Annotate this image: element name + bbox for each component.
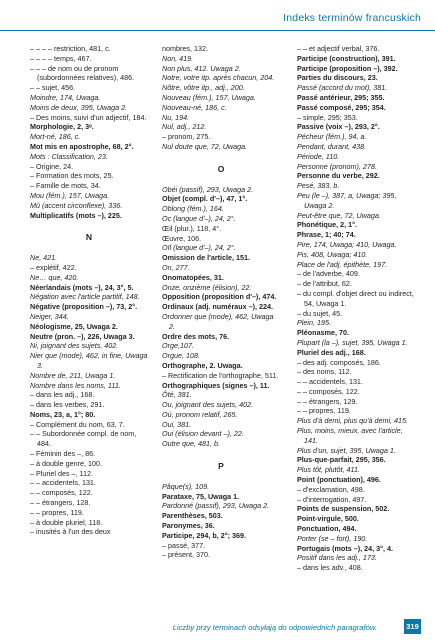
index-entry: Nouveau (fém.), 157, Uwaga. <box>162 92 256 102</box>
index-entry: Noms, 23, a, 1°; 80. <box>30 409 96 419</box>
index-entry: – présent, 370. <box>162 550 210 560</box>
index-entry: Neutre (pron. –), 226, Uwaga 3. <box>30 331 135 341</box>
index-entry: Non plus, 412. Uwaga 2. <box>162 63 241 73</box>
page-number: 319 <box>404 619 421 634</box>
index-entry: Pis, 408, Uwaga; 410. <box>297 249 368 259</box>
letter-heading-p: P <box>218 461 224 472</box>
index-entry: Ordre des mots, 76. <box>162 331 230 341</box>
index-entry: Onze, onzième (élision), 22. <box>162 282 252 292</box>
index-entry: – – – de nom ou de pronom (subordonnées relatives), 486. <box>30 63 135 83</box>
index-entry: – dans les adv., 408. <box>297 563 363 573</box>
index-entry: – dans les verbes, 291. <box>30 400 105 410</box>
index-entry: Personne (pronom), 278. <box>297 161 377 171</box>
index-entry: Négative (proposition –), 73, 2°. <box>30 302 138 312</box>
index-entry: Ne, 421. <box>30 253 58 263</box>
page-header <box>0 0 435 34</box>
index-entry: Notre, votre itp. après chacun, 204. <box>162 73 275 83</box>
index-entry: – Des moins, suivi d'un adjectif, 184. <box>30 112 147 122</box>
index-entry: Point-virgule, 500. <box>297 514 359 524</box>
index-entry: Passé (accord du mot), 381. <box>297 83 388 93</box>
index-entry: Mou (fém.), 157, Uwaga. <box>30 190 110 200</box>
index-entry: Néologisme, 25, Uwaga 2. <box>30 321 118 331</box>
index-entry: – simple, 295; 353. <box>297 112 358 122</box>
index-entry: – – accidentels, 131. <box>30 478 96 488</box>
index-entry: Paronymes, 36. <box>162 521 215 531</box>
index-entry: Outre que, 481, b. <box>162 439 220 449</box>
index-entry: Pardonné (passif), 293, Uwaga 2. <box>162 501 270 511</box>
index-entry: Morphologie, 2, 3ᵉ. <box>30 122 94 132</box>
index-column-2 <box>162 44 280 560</box>
letter-heading-o: O <box>217 163 225 174</box>
header-rule <box>0 30 435 31</box>
index-entry: – pronom, 275. <box>162 132 211 142</box>
index-entry: Obéi (passif), 293, Uwaga 2. <box>162 184 254 194</box>
index-entry: Multiplicatifs (mots –), 225. <box>30 210 122 220</box>
index-column-1 <box>30 44 148 537</box>
index-entry: Pluriel des adj., 168. <box>297 347 366 357</box>
index-entry: – Origine, 24. <box>30 161 74 171</box>
index-entry: Plupart (la –), sujet, 395, Uwaga 1. <box>297 337 408 347</box>
index-entry: – du sujet, 45. <box>297 308 343 318</box>
index-entry: Orthographiques (signes –), 11. <box>162 380 270 390</box>
index-entry: – Complément du nom, 63, 7. <box>30 419 125 429</box>
index-entry: – passé, 377. <box>162 540 206 550</box>
index-entry: Oc (langue d'–), 24, 2°. <box>162 213 236 223</box>
index-entry: Plus d'un, sujet, 395, Uwaga 1. <box>297 445 396 455</box>
letter-heading-n: N <box>85 232 93 243</box>
index-entry: Positif dans les adj., 173. <box>297 553 377 563</box>
index-column-3 <box>297 44 417 573</box>
index-entry: – de l'adverbe, 409. <box>297 269 360 279</box>
index-entry: Porter (se – fort), 190. <box>297 533 368 543</box>
index-entry: Personne du verbe, 292. <box>297 171 380 181</box>
index-entry: Participe, 294, b, 2°; 369. <box>162 530 246 540</box>
index-entry: Objet (compl. d'–), 47, 1°. <box>162 194 248 204</box>
index-entry: Non, 419. <box>162 53 194 63</box>
index-entry: Néerlandais (mots –), 24, 3°, 5. <box>30 282 134 292</box>
index-entry: – – – – restriction, 481, c. <box>30 44 111 53</box>
index-entry: Mots : Classification, 23. <box>30 151 108 161</box>
index-entry: Point (ponctuation), 496. <box>297 475 381 485</box>
index-entry: Ordonner que (mode), 462, Uwaga 2. <box>162 311 274 331</box>
index-entry: – dans les adj., 168. <box>30 390 95 400</box>
index-entry: Plus-que-parfait, 295, 356. <box>297 455 386 465</box>
index-entry: – – propres, 119. <box>297 406 351 416</box>
index-entry: – de l'attribut, 62. <box>297 279 352 289</box>
index-entry: – à double genre, 100. <box>30 458 102 468</box>
index-entry: Participe (construction), 391. <box>297 53 396 63</box>
index-entry: – – étrangers, 128. <box>30 498 91 508</box>
index-entry: Opposition (proposition d'–), 474. <box>162 292 277 302</box>
index-entry: Phonétique, 2, 1°. <box>297 220 357 230</box>
index-entry: Nul, adj., 212. <box>162 122 207 132</box>
index-entry: Parenthèses, 503. <box>162 511 223 521</box>
index-entry: Peu (le –), 387, a, Uwaga; 395, Uwaga 2. <box>297 190 397 210</box>
index-entry: Phrase, 1; 40; 74. <box>297 230 356 240</box>
index-entry: Orthographe, 2. Uwaga. <box>162 360 243 370</box>
index-entry: – – étrangers, 129. <box>297 396 358 406</box>
index-entry: – explétif, 422. <box>30 262 77 272</box>
index-entry: Ne… que, 420. <box>30 272 79 282</box>
index-entry: Nouveau-né, 186, c. <box>162 102 227 112</box>
index-entry: – du compl. d'objet direct ou indirect, 54, Uwaga 1. <box>297 288 414 308</box>
index-entry: Ponctuation, 494. <box>297 524 357 534</box>
index-entry: Période, 110. <box>297 151 340 161</box>
index-entry: Plein, 195. <box>297 318 331 328</box>
index-entry: Orgue, 108. <box>162 351 200 361</box>
index-entry: Orge,107. <box>162 341 194 351</box>
index-entry: – Formation des mots, 25. <box>30 171 114 181</box>
index-entry: Nul doute que, 72, Uwaga. <box>162 141 248 151</box>
index-entry: Pléonasme, 70. <box>297 328 349 338</box>
index-entry: Pire, 174, Uwaga; 410, Uwaga. <box>297 239 397 249</box>
index-entry: Neiger, 344. <box>30 311 69 321</box>
index-entry: Pesé, 383, b. <box>297 181 340 191</box>
index-entry: Place de l'adj. épithète, 197. <box>297 259 388 269</box>
index-entry: Parataxe, 75, Uwaga 1. <box>162 491 240 501</box>
index-entry: Mot mis en apostrophe, 68, 2°. <box>30 141 134 151</box>
index-entry: Points de suspension, 502. <box>297 504 390 514</box>
index-entry: – – accidentels, 131. <box>297 377 363 387</box>
index-entry: Nu, 194. <box>162 112 190 122</box>
index-entry: – des adj. composés, 186. <box>297 357 381 367</box>
index-entry: Onomatopées, 31. <box>162 272 224 282</box>
index-entry: – – composés, 122. <box>297 386 360 396</box>
index-entry: Moins de deux, 395, Uwaga 2. <box>30 102 128 112</box>
index-entry: Mort-né, 186, c. <box>30 132 81 142</box>
index-entry: – à double pluriel, 118. <box>30 517 103 527</box>
index-entry: Mû (accent circonflexe), 336. <box>30 200 123 210</box>
index-entry: Passive (voix –), 293, 2°. <box>297 122 380 132</box>
index-entry: Où, pronom relatif, 265. <box>162 409 238 419</box>
index-entry: Ou, joignant des sujets, 402. <box>162 400 254 410</box>
index-entry: – des noms, 112. <box>297 367 352 377</box>
index-entry: Pécheur (fém.), 94, a. <box>297 132 367 142</box>
index-entry: – Rectification de l'orthographe, 511. <box>162 370 279 380</box>
index-entry: – – Subordonnée compl. de nom, 484. <box>30 429 137 449</box>
index-entry: Peut-être que, 72, Uwaga. <box>297 210 381 220</box>
index-entry: Nier que (mode), 462, in fine, Uwaga 3. <box>30 351 148 370</box>
index-entry: Nombre de, 211, Uwaga 1. <box>30 370 116 380</box>
index-entry: Ni, joignant des sujets, 402. <box>30 341 119 351</box>
index-entry: Oui, 381. <box>162 419 192 429</box>
index-entry: Oïl (langue d'–), 24, 2°. <box>162 243 236 253</box>
index-entry: Nôtre, vôtre itp., adj., 200. <box>162 83 245 93</box>
index-entry: – d'exclamation, 498. <box>297 484 365 494</box>
index-entry: Plus d'à demi, plus qu'à demi, 415. <box>297 416 409 426</box>
index-entry: – – propres, 119. <box>30 507 84 517</box>
index-entry: Ordinaux (adj. numéraux –), 224. <box>162 302 274 312</box>
index-entry: – – – – temps, 467. <box>30 53 92 63</box>
index-entry: – d'interrogation, 497. <box>297 494 367 504</box>
index-entry: nombres, 132. <box>162 44 208 53</box>
index-entry: Parties du discours, 23. <box>297 73 378 83</box>
index-entry: On, 277. <box>162 262 190 272</box>
index-entry: Nombre dans les noms, 111. <box>30 380 121 390</box>
index-entry: – Pluriel des –, 112. <box>30 468 93 478</box>
index-entry: Participe (proposition –), 392. <box>297 63 398 73</box>
index-entry: Ôté, 381. <box>162 390 192 400</box>
index-entry: – – sujet, 456. <box>30 83 76 93</box>
index-entry: Portugais (mots –), 24, 3°, 4. <box>297 543 393 553</box>
index-entry: Pendant, durant, 438. <box>297 141 367 151</box>
index-entry: Plus tôt, plutôt, 411. <box>297 465 360 475</box>
index-entry: – – composés, 122. <box>30 488 93 498</box>
index-entry: – Famille de mots, 34. <box>30 181 101 191</box>
index-entry: – – et adjectif verbal, 376. <box>297 44 380 53</box>
index-entry: Omission de l'article, 151. <box>162 253 250 263</box>
index-entry: – inusités à l'un des deux <box>30 527 111 537</box>
index-entry: Passé composé, 295; 354. <box>297 102 386 112</box>
index-entry: Œuvre, 106. <box>162 233 202 243</box>
index-entry: Pâque(s), 109. <box>162 481 210 491</box>
index-entry: Oui (élision devant –), 22. <box>162 429 244 439</box>
index-entry: Passé antérieur, 295; 355. <box>297 92 385 102</box>
footer-note: Liczby przy terminach odsyłają do odpowiednich paragrafów. <box>172 623 377 632</box>
index-entry: Moindre, 174, Uwaga. <box>30 92 101 102</box>
index-entry: Négation avec l'article partitif, 148. <box>30 292 140 302</box>
index-entry: Plus, moins, mieux, avec l'article, 141. <box>297 426 403 445</box>
index-entry: Oblong (fém.), 164. <box>162 204 224 214</box>
index-entry: – Féminin des –, 86. <box>30 449 96 459</box>
index-entry: Œil (plur.), 118, 4°. <box>162 223 222 233</box>
header-title: Indeks terminów francuskich <box>283 12 421 24</box>
